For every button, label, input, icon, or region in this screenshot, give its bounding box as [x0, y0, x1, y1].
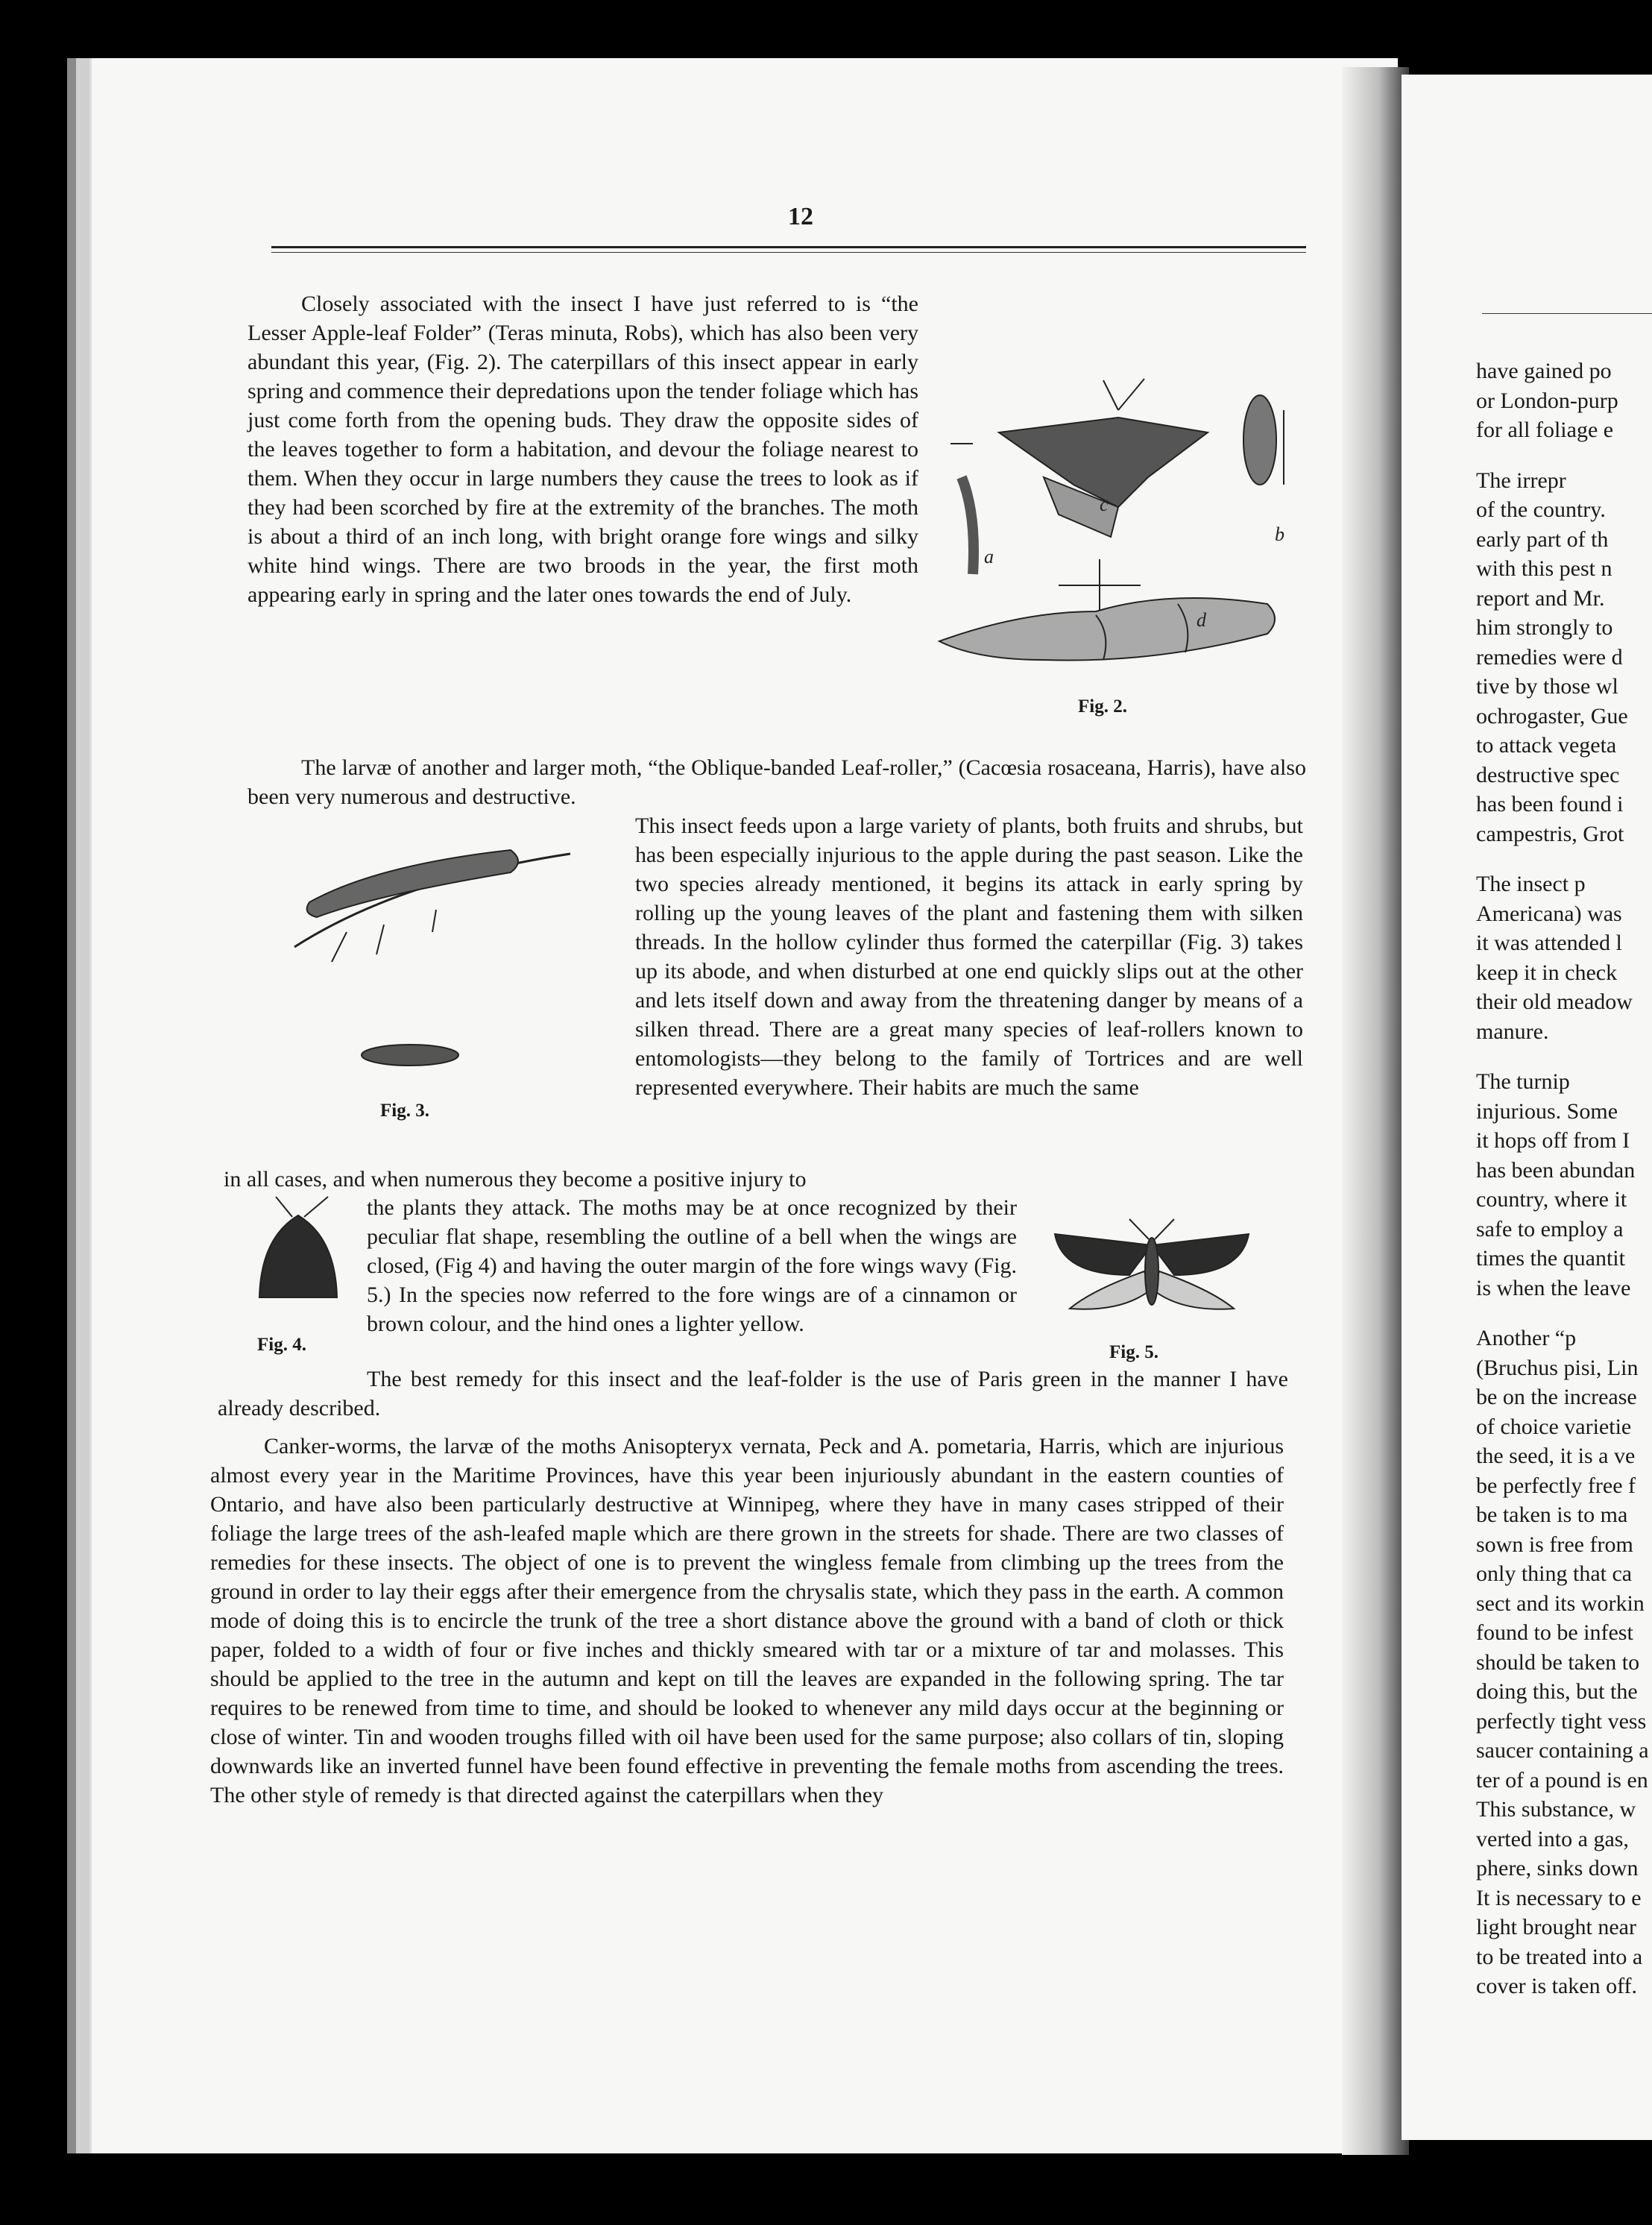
header-rule-thin [271, 252, 1306, 253]
right-page-line: sown is free from [1476, 1532, 1633, 1557]
figure-4-moth-closed-wings [246, 1193, 350, 1320]
right-page-line: early part of th [1476, 526, 1609, 552]
paragraph-2-end: The best remedy for this insect and the leaf-folder is the use of Paris green in the manner I have already described. [218, 1367, 1288, 1420]
right-page-line: keep it in check [1476, 960, 1618, 985]
right-page-line: Americana) was [1476, 901, 1622, 926]
right-page-line: doing this, but the [1476, 1679, 1638, 1704]
figure-5-moth-spread-wings [1047, 1215, 1256, 1327]
right-page-line: has been found i [1476, 792, 1624, 816]
right-page-line: The insect p [1476, 872, 1586, 896]
figure-4-caption: Fig. 4. [257, 1335, 306, 1355]
figure-3-leaf-roller-caterpillar [287, 820, 585, 1089]
figure-2-leaf-folder-moth [932, 365, 1297, 671]
figure-5-caption: Fig. 5. [1109, 1342, 1158, 1362]
figure-3-caption: Fig. 3. [380, 1101, 429, 1121]
right-page-line: their old meadow [1476, 989, 1633, 1014]
right-page-line: to attack vegeta [1476, 733, 1617, 758]
right-page-line: only thing that ca [1476, 1561, 1633, 1586]
right-page-line: injurious. Some [1476, 1098, 1618, 1124]
right-page-line: it hops off from I [1476, 1128, 1630, 1153]
paragraph-2-opening: The larvæ of another and larger moth, “the Oblique-banded Leaf-roller,” (Cacœsia rosaceana, Harris), have also been very numerous and destructive. [248, 755, 1306, 809]
fig2-label-c: c [1100, 494, 1109, 515]
right-page-line: it was attended l [1476, 931, 1622, 955]
right-page-line: him strongly to [1476, 615, 1613, 640]
fig2-label-b: b [1275, 523, 1284, 545]
right-page-header-rule [1482, 313, 1652, 314]
page-number: 12 [788, 203, 813, 230]
figure-2-caption: Fig. 2. [1078, 696, 1127, 717]
right-page-line: is when the leave [1476, 1275, 1631, 1300]
right-page-line: manure. [1476, 1019, 1549, 1044]
right-page-line: cover is taken off. [1476, 1974, 1638, 1998]
paragraph-3-canker-worms: Canker-worms, the larvæ of the moths Anisopteryx vernata, Peck and A. pometaria, Harris, which are injurious almost every year in the Maritime Provinces, have this year been injuriously abundant in the eastern counties of Ontario, and have also been particularly destructive at Winnipeg, where they have in many cases stripped of their foliage the large trees of the ash-leafed maple which are there grown in the streets for shade. There are two classes of remedies for these insects. The object of one is to prevent the wingless female from climbing up the trees from the ground in order to lay their eggs after their emergence from the chrysalis state, which they pass in the earth. A common mode of doing this is to encircle the trunk of the tree a short distance above the ground with a band of cloth or thick paper, folded to a width of four or five inches and thickly smeared with tar or a mixture of tar and molasses. This should be applied to the tree in the autumn and kept on till the leaves are expanded in the following spring. The tar requires to be renewed from time to time, and should be looked to whenever any mild days occur at the beginning or close of winter. Tin and wooden troughs filled with oil have been used for the same purpose; also collars of tin, sloping downwards like an inverted funnel have been found effective in preventing the female moths from ascending the trees. The other style of remedy is that directed against the caterpillars when they [210, 1434, 1284, 1807]
right-page-line: This substance, w [1476, 1797, 1636, 1822]
right-page-line: found to be infest [1476, 1620, 1633, 1645]
right-page-line: be perfectly free f [1476, 1473, 1636, 1498]
right-page-line: have gained po [1476, 359, 1612, 383]
fig2-label-a: a [984, 546, 994, 567]
right-page-line: It is necessary to e [1476, 1885, 1642, 1910]
paragraph-2-wide-line: in all cases, and when numerous they become a positive injury to [224, 1167, 807, 1192]
right-page-line: ter of a pound is en [1476, 1767, 1648, 1793]
right-page-line: be taken is to ma [1476, 1502, 1628, 1527]
right-page-line: of choice varietie [1476, 1414, 1632, 1439]
right-page-line: tive by those wl [1476, 674, 1618, 699]
right-page-line: for all foliage e [1476, 418, 1614, 442]
right-page-line: Another “p [1476, 1326, 1577, 1350]
header-rule-thick [271, 246, 1306, 248]
paragraph-2-right-column: This insect feeds upon a large variety of plants, both fruits and shrubs, but has been especially injurious to the apple during the past season. Like the two species already mentioned, it begins its attack in early spring by rolling up the young leaves of the plant and fastening them with silken threads. In the hollow cylinder thus formed the caterpillar (Fig. 3) takes up its abode, and when disturbed at one end quickly slips out at the other and lets itself down and away from the threatening danger by means of a silken thread. There are a great many species of leaf-rollers known to entomologists—they belong to the family of Tortrices and are well represented everywhere. Their habits are much the same [635, 813, 1303, 1100]
paragraph-2-middle-column: the plants they attack. The moths may be at once recognized by their peculiar flat shape, resembling the outline of a bell when the wings are closed, (Fig 4) and having the outer margin of the fore wings wavy (Fig. 5.) In the species now referred to the fore wings are of a cinnamon or brown colour, and the hind ones a lighter yellow. [367, 1195, 1017, 1336]
right-page-line: safe to employ a [1476, 1216, 1624, 1241]
right-page-line: times the quantit [1476, 1246, 1625, 1271]
book-gutter [1342, 67, 1409, 2155]
right-page-line: light brought near [1476, 1915, 1636, 1939]
right-page-line: phere, sinks down [1476, 1856, 1639, 1881]
right-page-line: has been abundan [1476, 1157, 1636, 1183]
right-page-line: campestris, Grot [1476, 821, 1624, 846]
paragraph-1-top: Closely associated with the insect I have just referred to is “the Lesser Apple-leaf Folder” (Teras minuta, Robs), which has also been very abundant this year, (Fig. 2). The caterpillars of this insect appear in early spring and commence their depredations upon the tender foliage which has just come forth from the opening buds. They draw the opposite sides of the leaves together to form a habitation, and devour the foliage nearest to them. When they occur in large numbers they cause the trees to look as if they had been scorched by fire at the extremity of the branches. The moth is about a third of an inch long, with bright orange fore wings and silky white hind wings. There are two broods in the year, the first moth appearing early in spring and the later ones towards the end of July. [248, 292, 918, 607]
right-page-line: be on the increase [1476, 1385, 1637, 1409]
right-page-line: (Bruchus pisi, Lin [1476, 1355, 1639, 1380]
right-page-line: remedies were d [1476, 644, 1623, 670]
fig2-label-d: d [1197, 609, 1206, 631]
right-page-line: verted into a gas, [1476, 1826, 1629, 1851]
right-page-line: with this pest n [1476, 556, 1612, 581]
right-page-line: sect and its workin [1476, 1590, 1645, 1616]
right-page-line: of the country. [1476, 497, 1606, 522]
right-page-line: the seed, it is a ve [1476, 1444, 1636, 1468]
right-page-line: saucer containing a [1476, 1738, 1649, 1763]
right-page-text [1476, 356, 1652, 1998]
right-page-line: report and Mr. [1476, 585, 1605, 611]
right-page-line: to be treated into a [1476, 1944, 1643, 1969]
right-page-line: perfectly tight vess [1476, 1708, 1647, 1734]
right-page-line: or London-purp [1476, 388, 1618, 413]
right-page-line: The irrepr [1476, 468, 1566, 493]
right-page-line: The turnip [1476, 1069, 1570, 1094]
right-page-line: ochrogaster, Gue [1476, 703, 1628, 728]
right-page-line: should be taken to [1476, 1649, 1640, 1675]
right-page-line: destructive spec [1476, 762, 1620, 787]
right-page-line: country, where it [1476, 1187, 1627, 1212]
